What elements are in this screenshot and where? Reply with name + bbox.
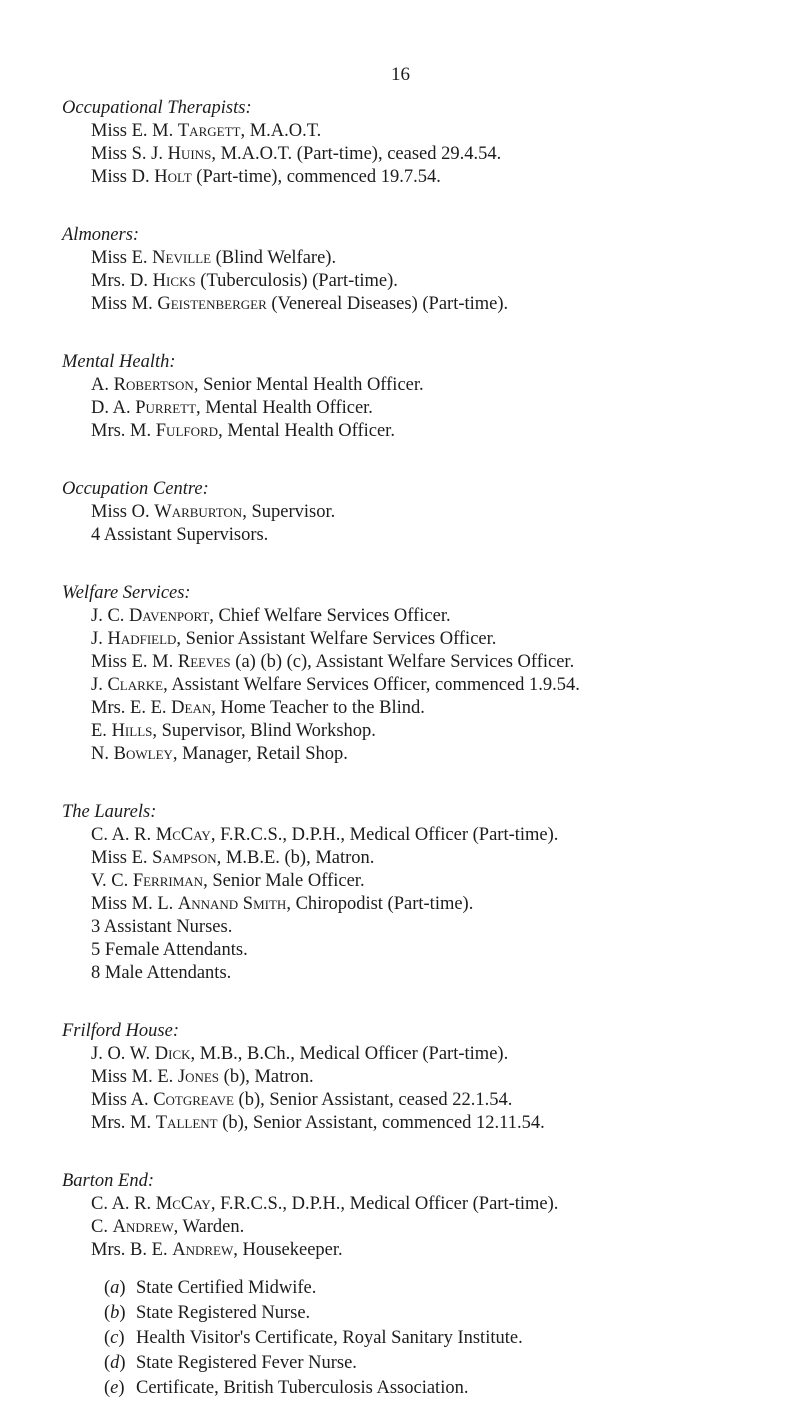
note-text: State Certified Midwife. xyxy=(136,1278,317,1298)
section-heading: Frilford House: xyxy=(62,1021,179,1041)
note-letter: a xyxy=(110,1278,120,1298)
staff-list xyxy=(62,96,787,1401)
staff-entry: J. C. Davenport, Chief Welfare Services Officer. xyxy=(91,606,451,626)
section-heading: Almoners: xyxy=(62,225,140,245)
staff-entry: Miss E. Sampson, M.B.E. (b), Matron. xyxy=(91,848,375,868)
section-heading: Barton End: xyxy=(62,1171,154,1191)
staff-name: Warburton xyxy=(154,502,243,522)
staff-name: Geistenberger xyxy=(157,294,267,314)
staff-entry: Mrs. M. Tallent (b), Senior Assistant, commenced 12.11.54. xyxy=(91,1113,545,1133)
staff-name: Jones xyxy=(177,1067,220,1087)
staff-entry: A. Robertson, Senior Mental Health Officer. xyxy=(91,375,424,395)
staff-name: Hicks xyxy=(152,271,196,291)
staff-entry: Miss D. Holt (Part-time), commenced 19.7.54. xyxy=(91,167,441,187)
staff-entry: Miss M. L. Annand Smith, Chiropodist (Part-time). xyxy=(91,894,474,914)
staff-name: Tallent xyxy=(155,1113,218,1133)
section-heading: Occupation Centre: xyxy=(62,479,209,499)
staff-entry: Miss O. Warburton, Supervisor. xyxy=(91,502,336,522)
staff-entry: Mrs. M. Fulford, Mental Health Officer. xyxy=(91,421,395,441)
staff-name: Reeves xyxy=(177,652,231,672)
staff-entry: J. O. W. Dick, M.B., B.Ch., Medical Officer (Part-time). xyxy=(91,1044,509,1064)
staff-entry: E. Hills, Supervisor, Blind Workshop. xyxy=(91,721,376,741)
staff-name: Hadfield xyxy=(107,629,177,649)
staff-name: Andrew xyxy=(112,1217,174,1237)
staff-name: Bowley xyxy=(113,744,173,764)
staff-entry: 4 Assistant Supervisors. xyxy=(91,525,269,545)
note-text: State Registered Fever Nurse. xyxy=(136,1353,357,1373)
staff-entry: Miss E. M. Targett, M.A.O.T. xyxy=(91,121,322,141)
page-number: 16 xyxy=(391,64,410,85)
note-item: (d) State Registered Fever Nurse. xyxy=(104,1353,357,1373)
staff-entry: J. Clarke, Assistant Welfare Services Officer, commenced 1.9.54. xyxy=(91,675,580,695)
staff-entry: Miss A. Cotgreave (b), Senior Assistant, ceased 22.1.54. xyxy=(91,1090,513,1110)
staff-name: Hills xyxy=(111,721,153,741)
staff-name: Neville xyxy=(152,248,212,268)
staff-entry: Mrs. D. Hicks (Tuberculosis) (Part-time). xyxy=(91,271,398,291)
staff-name: Annand Smith xyxy=(177,894,287,914)
staff-entry: Mrs. E. E. Dean, Home Teacher to the Blind. xyxy=(91,698,425,718)
staff-name: Davenport xyxy=(129,606,210,626)
staff-name: Clarke xyxy=(107,675,164,695)
section-barton-end xyxy=(62,1169,787,1262)
staff-entry: Miss M. E. Jones (b), Matron. xyxy=(91,1067,314,1087)
section-heading: Occupational Therapists: xyxy=(62,98,252,118)
note-item: (a) State Certified Midwife. xyxy=(104,1278,317,1298)
staff-entry: C. Andrew, Warden. xyxy=(91,1217,245,1237)
staff-name: Robertson xyxy=(113,375,194,395)
staff-name: Sampson xyxy=(152,848,217,868)
staff-name: Purrett xyxy=(135,398,197,418)
staff-entry: Miss E. Neville (Blind Welfare). xyxy=(91,248,337,268)
staff-name: McCay xyxy=(155,825,211,845)
staff-entry: 5 Female Attendants. xyxy=(91,940,248,960)
note-item: (e) Certificate, British Tuberculosis Association. xyxy=(104,1378,469,1398)
note-letter: c xyxy=(110,1328,119,1348)
staff-name: Andrew xyxy=(172,1240,234,1260)
section-heading: Welfare Services: xyxy=(62,583,191,603)
section-mental-health xyxy=(62,350,787,443)
section-heading: Mental Health: xyxy=(62,352,176,372)
section-the-laurels xyxy=(62,800,787,985)
qualification-notes xyxy=(62,1276,787,1401)
note-letter: b xyxy=(110,1303,120,1323)
staff-entry: D. A. Purrett, Mental Health Officer. xyxy=(91,398,373,418)
staff-entry: Miss E. M. Reeves (a) (b) (c), Assistant Welfare Services Officer. xyxy=(91,652,575,672)
staff-entry: C. A. R. McCay, F.R.C.S., D.P.H., Medical Officer (Part-time). xyxy=(91,1194,559,1214)
staff-name: Fulford xyxy=(155,421,219,441)
staff-name: Dean xyxy=(171,698,212,718)
note-item: (c) Health Visitor's Certificate, Royal Sanitary Institute. xyxy=(104,1328,523,1348)
section-heading: The Laurels: xyxy=(62,802,157,822)
staff-entry: V. C. Ferriman, Senior Male Officer. xyxy=(91,871,365,891)
staff-entry: Miss M. Geistenberger (Venereal Diseases) (Part-time). xyxy=(91,294,509,314)
staff-name: McCay xyxy=(155,1194,211,1214)
staff-entry: Miss S. J. Huins, M.A.O.T. (Part-time), ceased 29.4.54. xyxy=(91,144,502,164)
section-almoners xyxy=(62,223,787,316)
staff-entry: N. Bowley, Manager, Retail Shop. xyxy=(91,744,348,764)
note-letter: e xyxy=(110,1378,119,1398)
staff-name: Huins xyxy=(167,144,212,164)
staff-entry: C. A. R. McCay, F.R.C.S., D.P.H., Medical Officer (Part-time). xyxy=(91,825,559,845)
staff-name: Dick xyxy=(154,1044,191,1064)
note-text: State Registered Nurse. xyxy=(136,1303,311,1323)
staff-name: Cotgreave xyxy=(153,1090,234,1110)
note-item: (b) State Registered Nurse. xyxy=(104,1303,311,1323)
section-frilford-house xyxy=(62,1019,787,1135)
section-occupational-therapists xyxy=(62,96,787,189)
note-letter: d xyxy=(110,1353,120,1373)
section-welfare-services xyxy=(62,581,787,766)
staff-entry: 8 Male Attendants. xyxy=(91,963,232,983)
note-text: Health Visitor's Certificate, Royal Sanitary Institute. xyxy=(136,1328,523,1348)
staff-entry: Mrs. B. E. Andrew, Housekeeper. xyxy=(91,1240,343,1260)
staff-name: Targett xyxy=(177,121,241,141)
staff-name: Holt xyxy=(154,167,192,187)
section-occupation-centre xyxy=(62,477,787,547)
staff-entry: 3 Assistant Nurses. xyxy=(91,917,233,937)
staff-entry: J. Hadfield, Senior Assistant Welfare Services Officer. xyxy=(91,629,497,649)
staff-name: Ferriman xyxy=(132,871,204,891)
note-text: Certificate, British Tuberculosis Association. xyxy=(136,1378,469,1398)
